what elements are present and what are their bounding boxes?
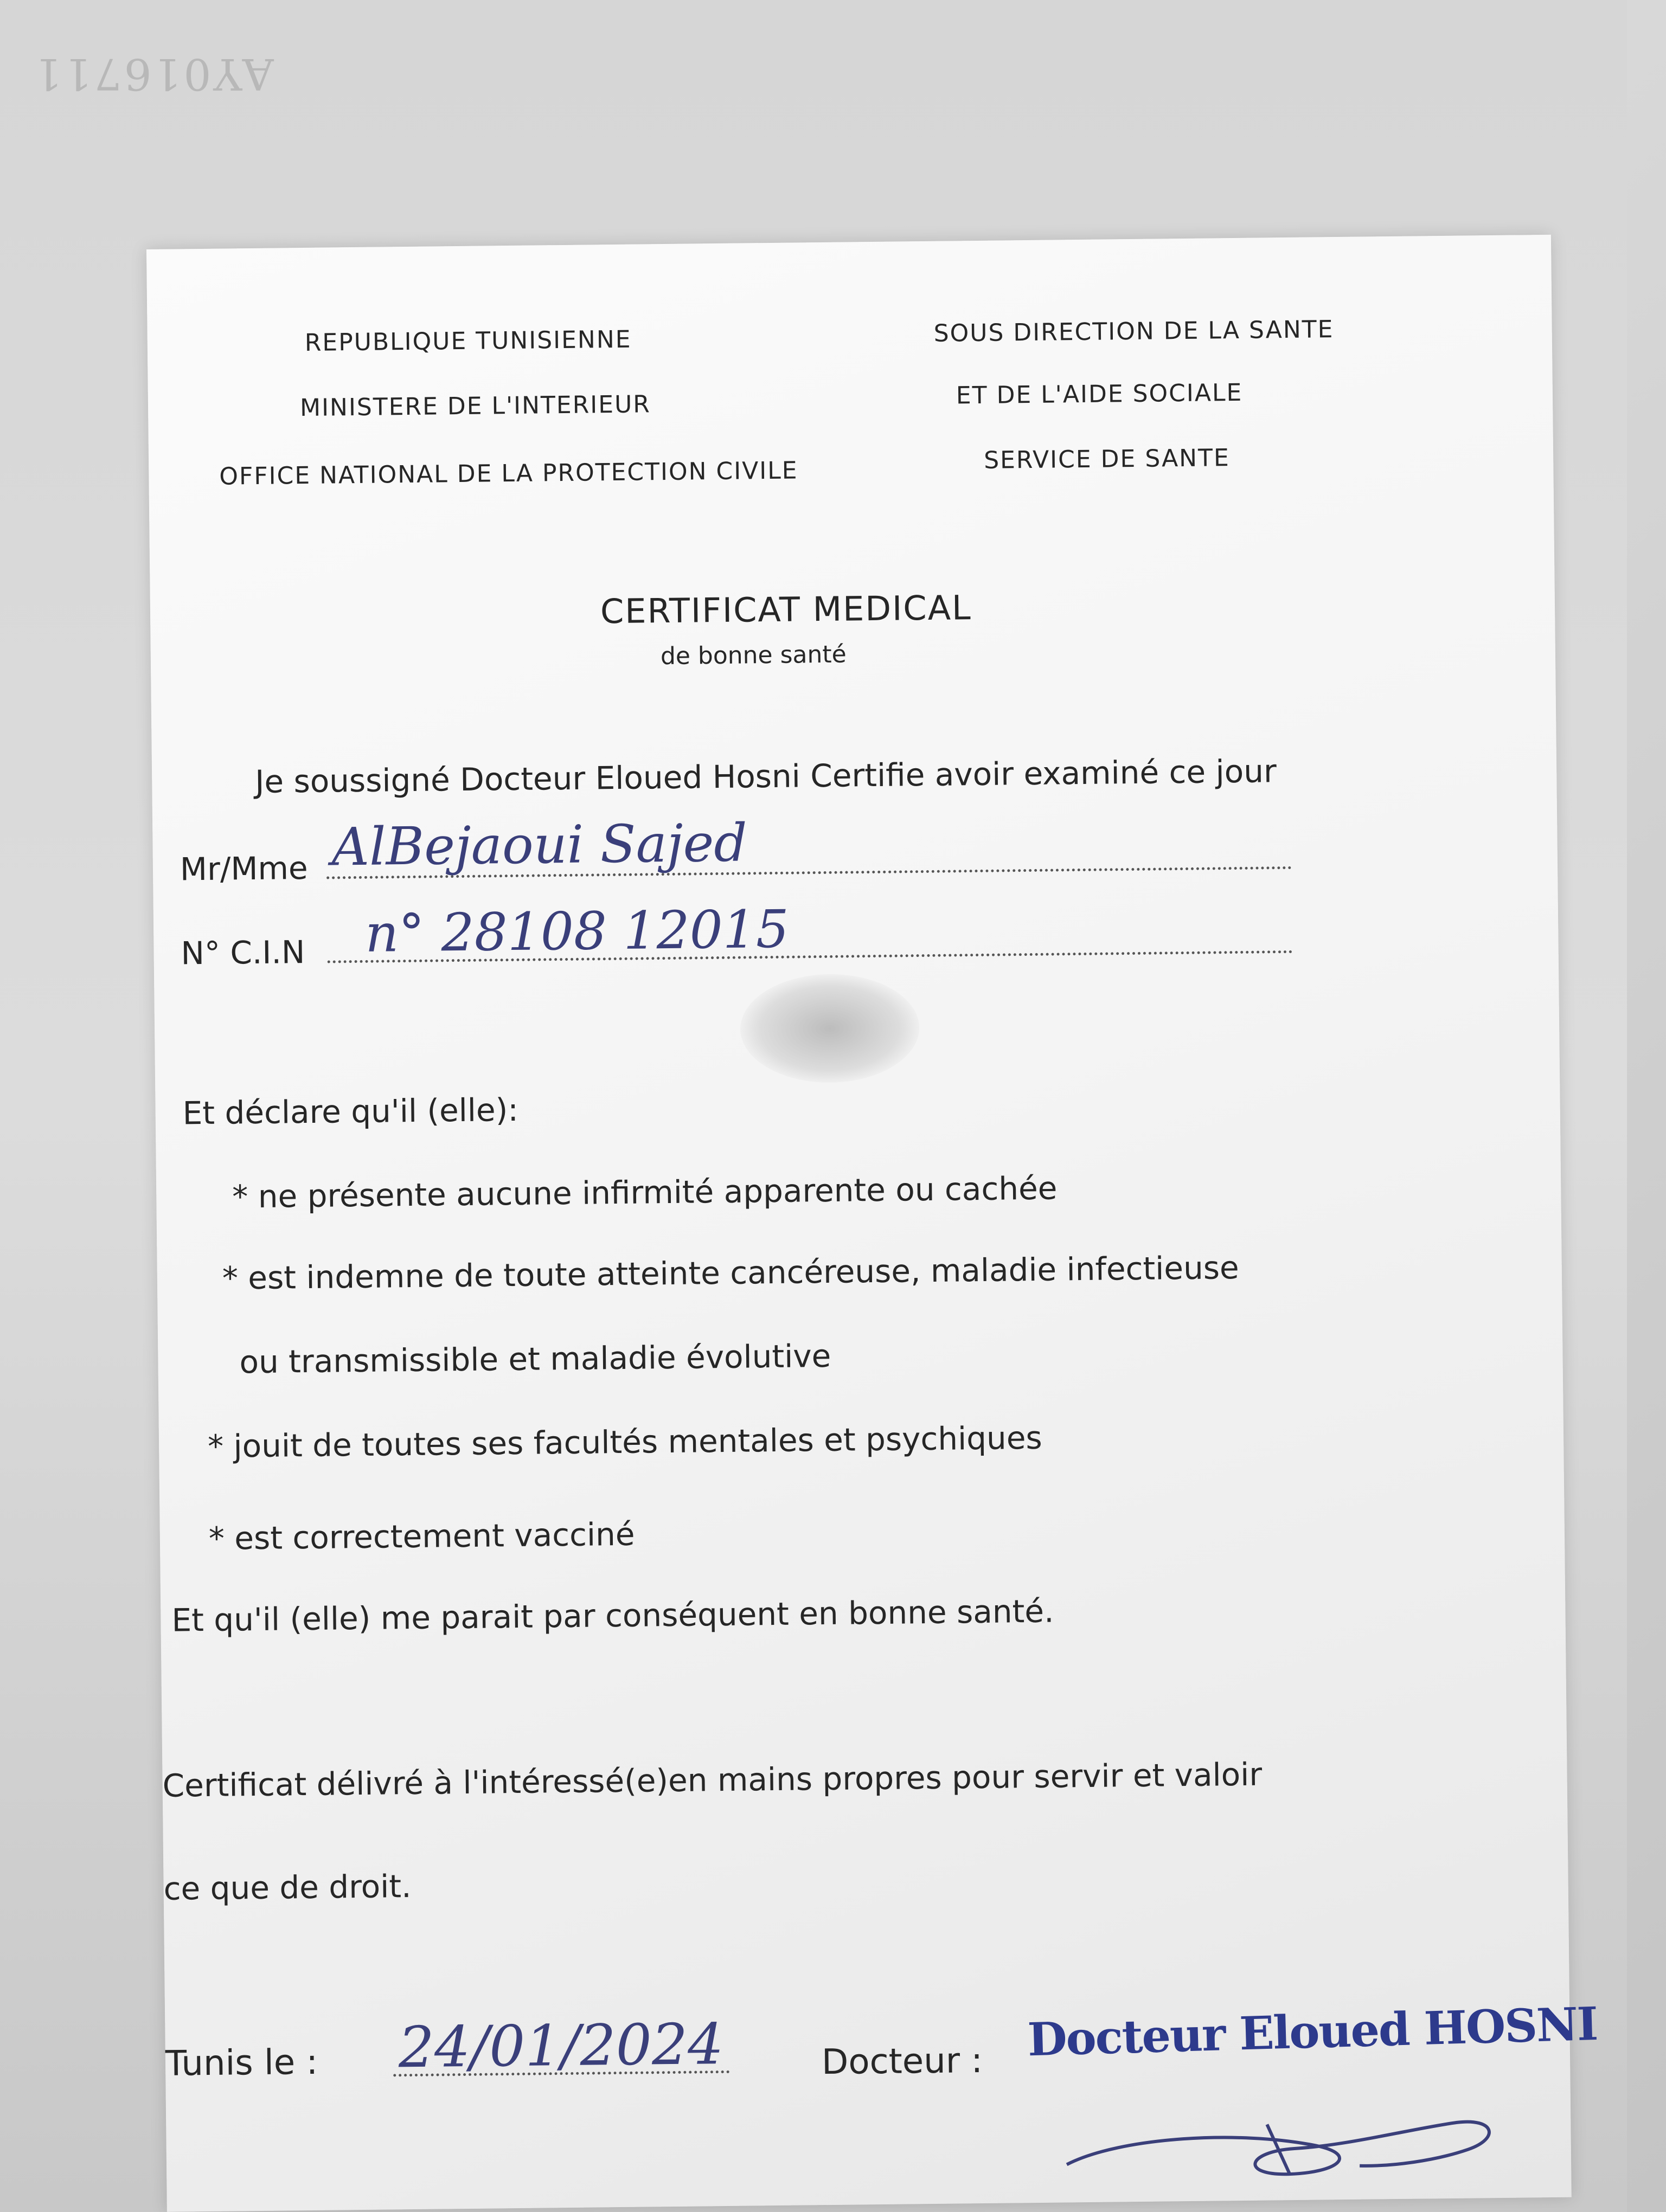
cin-handwritten-value: n° 28108 12015 — [364, 898, 790, 964]
header-right-line-3: SERVICE DE SANTE — [983, 444, 1230, 474]
cin-label: N° C.I.N — [181, 934, 305, 972]
point-2: * est indemne de toute atteinte cancéreuse, maladie infectieuse — [222, 1249, 1240, 1297]
certificate-title: CERTIFICAT MEDICAL — [600, 588, 972, 632]
delivery-line-1: Certificat délivré à l'intéressé(e)en mains propres pour servir et valoir — [162, 1756, 1263, 1804]
header-left-line-2: MINISTERE DE L'INTERIEUR — [299, 390, 651, 422]
doctor-label: Docteur : — [821, 2041, 983, 2083]
point-3: * jouit de toutes ses facultés mentales et psychiques — [207, 1419, 1042, 1465]
point-2-continued: ou transmissible et maladie évolutive — [239, 1337, 831, 1381]
delivery-line-2: ce que de droit. — [163, 1868, 412, 1907]
doctor-signature — [1033, 2068, 1522, 2192]
certificate-subtitle: de bonne santé — [660, 640, 847, 671]
header-left-line-1: REPUBLIQUE TUNISIENNE — [304, 325, 632, 357]
ink-smudge — [740, 973, 920, 1083]
doctor-stamp: Docteur Eloued HOSNI — [1027, 1997, 1598, 2067]
point-1: * ne présente aucune infirmité apparente ou cachée — [232, 1169, 1058, 1216]
header-left-line-3: OFFICE NATIONAL DE LA PROTECTION CIVILE — [219, 456, 798, 491]
header-right-line-1: SOUS DIRECTION DE LA SANTE — [933, 316, 1334, 348]
date-handwritten-value: 24/01/2024 — [398, 2011, 724, 2081]
place-date-label: Tunis le : — [165, 2042, 318, 2084]
name-label: Mr/Mme — [180, 849, 308, 888]
point-4: * est correctement vacciné — [208, 1515, 635, 1557]
back-sheet-serial: AY016711 — [33, 49, 274, 99]
conclusion-sentence: Et qu'il (elle) me parait par conséquent en bonne santé. — [171, 1592, 1054, 1639]
header-right-line-2: ET DE L'AIDE SOCIALE — [956, 378, 1243, 410]
intro-sentence: Je soussigné Docteur Eloued Hosni Certifie avoir examiné ce jour — [254, 753, 1277, 800]
name-handwritten-value: AlBejaoui Sajed — [331, 812, 748, 878]
certificate-paper — [146, 235, 1598, 2212]
declare-intro: Et déclare qu'il (elle): — [182, 1091, 519, 1132]
